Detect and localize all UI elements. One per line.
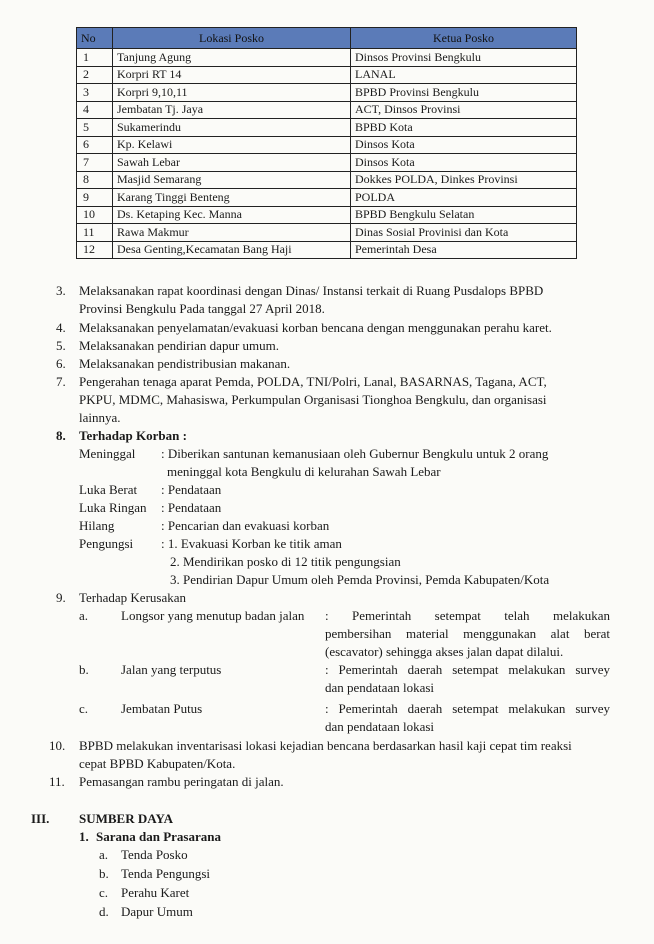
item-11-number: 11. — [49, 774, 65, 789]
kerusakan-c-text: Jembatan Putus — [121, 701, 203, 716]
korban-pengungsi-label: Pengungsi — [79, 536, 134, 551]
item-3-number: 3. — [56, 283, 66, 298]
item-10-text-line-2: cepat BPBD Kabupaten/Kota. — [79, 756, 236, 771]
item-9-title: Terhadap Kerusakan — [79, 590, 187, 605]
row-no: 10 — [77, 206, 113, 224]
row-no: 4 — [77, 101, 113, 119]
row-ketua: Dinsos Kota — [351, 154, 577, 172]
kerusakan-b-text: Jalan yang terputus — [121, 662, 222, 677]
row-no: 5 — [77, 119, 113, 137]
item-4-text: Melaksanakan penyelamatan/evakuasi korban bencana dengan menggunakan perahu karet. — [79, 320, 552, 335]
sarana-item: Perahu Karet — [121, 885, 190, 900]
item-10 — [49, 737, 572, 754]
sarana-item: Dapur Umum — [121, 904, 193, 919]
row-lokasi: Tanjung Agung — [113, 49, 351, 67]
posko-table — [76, 27, 577, 259]
korban-hilang-label: Hilang — [79, 518, 115, 533]
row-lokasi: Korpri 9,10,11 — [113, 84, 351, 102]
row-lokasi: Sawah Lebar — [113, 154, 351, 172]
item-5 — [56, 337, 279, 354]
table-row — [77, 171, 577, 189]
kerusakan-a-desc-line-2: pembersihan material menggunakan alat berat — [325, 626, 610, 641]
row-ketua: BPBD Provinsi Bengkulu — [351, 84, 577, 102]
row-lokasi: Kp. Kelawi — [113, 136, 351, 154]
item-3-text-line-2: Provinsi Bengkulu Pada tanggal 27 April 2018. — [79, 301, 325, 316]
kerusakan-b-desc-line-2: dan pendataan lokasi — [325, 680, 435, 695]
sarana-item-letter: d. — [99, 904, 109, 919]
item-11-text: Pemasangan rambu peringatan di jalan. — [79, 774, 284, 789]
item-7-text-line-2: PKPU, MDMC, Mahasiswa, Perkumpulan Organisasi Tionghoa Bengkulu, dan organisasi — [79, 392, 547, 407]
row-ketua: BPBD Bengkulu Selatan — [351, 206, 577, 224]
row-no: 8 — [77, 171, 113, 189]
row-no: 11 — [77, 224, 113, 242]
korban-meninggal-label: Meninggal — [79, 446, 136, 461]
row-no: 9 — [77, 189, 113, 207]
korban-meninggal-value-line-2: meninggal kota Bengkulu di kelurahan Sawah Lebar — [167, 464, 441, 479]
item-4 — [56, 319, 552, 336]
item-10-text-line-1: BPBD melakukan inventarisasi lokasi kejadian bencana berdasarkan hasil kaji cepat tim reaksi — [79, 738, 572, 753]
row-ketua: POLDA — [351, 189, 577, 207]
item-4-number: 4. — [56, 320, 66, 335]
table-row — [77, 241, 577, 259]
section-3-subheading — [79, 828, 221, 845]
table-header-row — [77, 28, 577, 49]
kerusakan-a-desc-line-3: (escavator) sehingga akses jalan dapat dilalui. — [325, 644, 564, 659]
section-3-title: SUMBER DAYA — [79, 811, 174, 826]
item-3 — [56, 282, 543, 299]
row-ketua: Dokkes POLDA, Dinkes Provinsi — [351, 171, 577, 189]
row-lokasi: Masjid Semarang — [113, 171, 351, 189]
row-ketua: Dinsos Provinsi Bengkulu — [351, 49, 577, 67]
kerusakan-b-letter: b. — [79, 662, 89, 677]
row-ketua: LANAL — [351, 66, 577, 84]
korban-luka-berat-value: : Pendataan — [161, 482, 222, 497]
korban-pengungsi-value-1: : 1. Evakuasi Korban ke titik aman — [161, 536, 342, 551]
row-lokasi: Desa Genting,Kecamatan Bang Haji — [113, 241, 351, 259]
kerusakan-a-text: Longsor yang menutup badan jalan — [121, 608, 305, 623]
row-lokasi: Karang Tinggi Benteng — [113, 189, 351, 207]
item-7-text-line-3: lainnya. — [79, 410, 121, 425]
korban-pengungsi-value-3: 3. Pendirian Dapur Umum oleh Pemda Provinsi, Pemda Kabupaten/Kota — [170, 572, 550, 587]
item-6-text: Melaksanakan pendistribusian makanan. — [79, 356, 291, 371]
korban-meninggal-value-line-1: : Diberikan santunan kemanusiaan oleh Gubernur Bengkulu untuk 2 orang — [161, 446, 549, 461]
row-ketua: Pemerintah Desa — [351, 241, 577, 259]
item-6 — [56, 355, 290, 372]
row-no: 2 — [77, 66, 113, 84]
sarana-item-letter: a. — [99, 847, 109, 862]
table-row — [77, 49, 577, 67]
header-no: No — [77, 28, 113, 49]
sarana-item-letter: b. — [99, 866, 109, 881]
item-8-number: 8. — [56, 428, 66, 443]
row-no: 12 — [77, 241, 113, 259]
table-row — [77, 206, 577, 224]
kerusakan-c-letter: c. — [79, 701, 89, 716]
table-row — [77, 154, 577, 172]
row-ketua: Dinsos Kota — [351, 136, 577, 154]
section-3-sub-number: 1. — [79, 829, 89, 844]
header-ketua: Ketua Posko — [351, 28, 577, 49]
row-ketua: ACT, Dinsos Provinsi — [351, 101, 577, 119]
item-8-colon: : — [179, 428, 187, 443]
kerusakan-c-desc-line-2: dan pendataan lokasi — [325, 719, 435, 734]
kerusakan-c-desc-line-1: : Pemerintah daerah setempat melakukan survey — [325, 701, 610, 716]
korban-pengungsi-value-2: 2. Mendirikan posko di 12 titik pengungsian — [170, 554, 401, 569]
item-5-number: 5. — [56, 338, 66, 353]
table-row — [77, 101, 577, 119]
item-9-heading — [56, 589, 186, 606]
korban-luka-ringan-value: : Pendataan — [161, 500, 222, 515]
row-no: 7 — [77, 154, 113, 172]
sarana-item: Tenda Posko — [121, 847, 188, 862]
row-no: 1 — [77, 49, 113, 67]
row-lokasi: Ds. Ketaping Kec. Manna — [113, 206, 351, 224]
item-8-heading — [56, 427, 187, 444]
row-no: 3 — [77, 84, 113, 102]
table-row — [77, 66, 577, 84]
item-6-number: 6. — [56, 356, 66, 371]
item-7-text-line-1: Pengerahan tenaga aparat Pemda, POLDA, TNI/Polri, Lanal, BASARNAS, Tagana, ACT, — [79, 374, 547, 389]
item-11 — [49, 773, 284, 790]
kerusakan-b-desc-line-1: : Pemerintah daerah setempat melakukan survey — [325, 662, 610, 677]
korban-luka-berat-label: Luka Berat — [79, 482, 138, 497]
item-7-number: 7. — [56, 374, 66, 389]
kerusakan-a-letter: a. — [79, 608, 89, 623]
row-ketua: BPBD Kota — [351, 119, 577, 137]
item-5-text: Melaksanakan pendirian dapur umum. — [79, 338, 279, 353]
table-row — [77, 224, 577, 242]
korban-luka-ringan-label: Luka Ringan — [79, 500, 147, 515]
table-row — [77, 189, 577, 207]
row-lokasi: Korpri RT 14 — [113, 66, 351, 84]
item-7 — [56, 373, 547, 390]
item-10-number: 10. — [49, 738, 66, 753]
korban-hilang-value: : Pencarian dan evakuasi korban — [161, 518, 330, 533]
row-lokasi: Sukamerindu — [113, 119, 351, 137]
item-9-number: 9. — [56, 590, 66, 605]
table-row — [77, 136, 577, 154]
sarana-item-letter: c. — [99, 885, 109, 900]
row-ketua: Dinas Sosial Provinisi dan Kota — [351, 224, 577, 242]
table-row — [77, 119, 577, 137]
item-3-text-line-1: Melaksanakan rapat koordinasi dengan Dinas/ Instansi terkait di Ruang Pusdalops BPBD — [79, 283, 544, 298]
section-3-sub-title: Sarana dan Prasarana — [96, 829, 221, 844]
item-8-title: Terhadap Korban — [79, 428, 180, 443]
table-row — [77, 84, 577, 102]
row-lokasi: Jembatan Tj. Jaya — [113, 101, 351, 119]
section-3-numeral: III. — [31, 811, 50, 826]
header-lokasi: Lokasi Posko — [113, 28, 351, 49]
row-lokasi: Rawa Makmur — [113, 224, 351, 242]
kerusakan-a-desc-line-1: : Pemerintah setempat telah melakukan — [325, 608, 610, 623]
sarana-item: Tenda Pengungsi — [121, 866, 210, 881]
row-no: 6 — [77, 136, 113, 154]
